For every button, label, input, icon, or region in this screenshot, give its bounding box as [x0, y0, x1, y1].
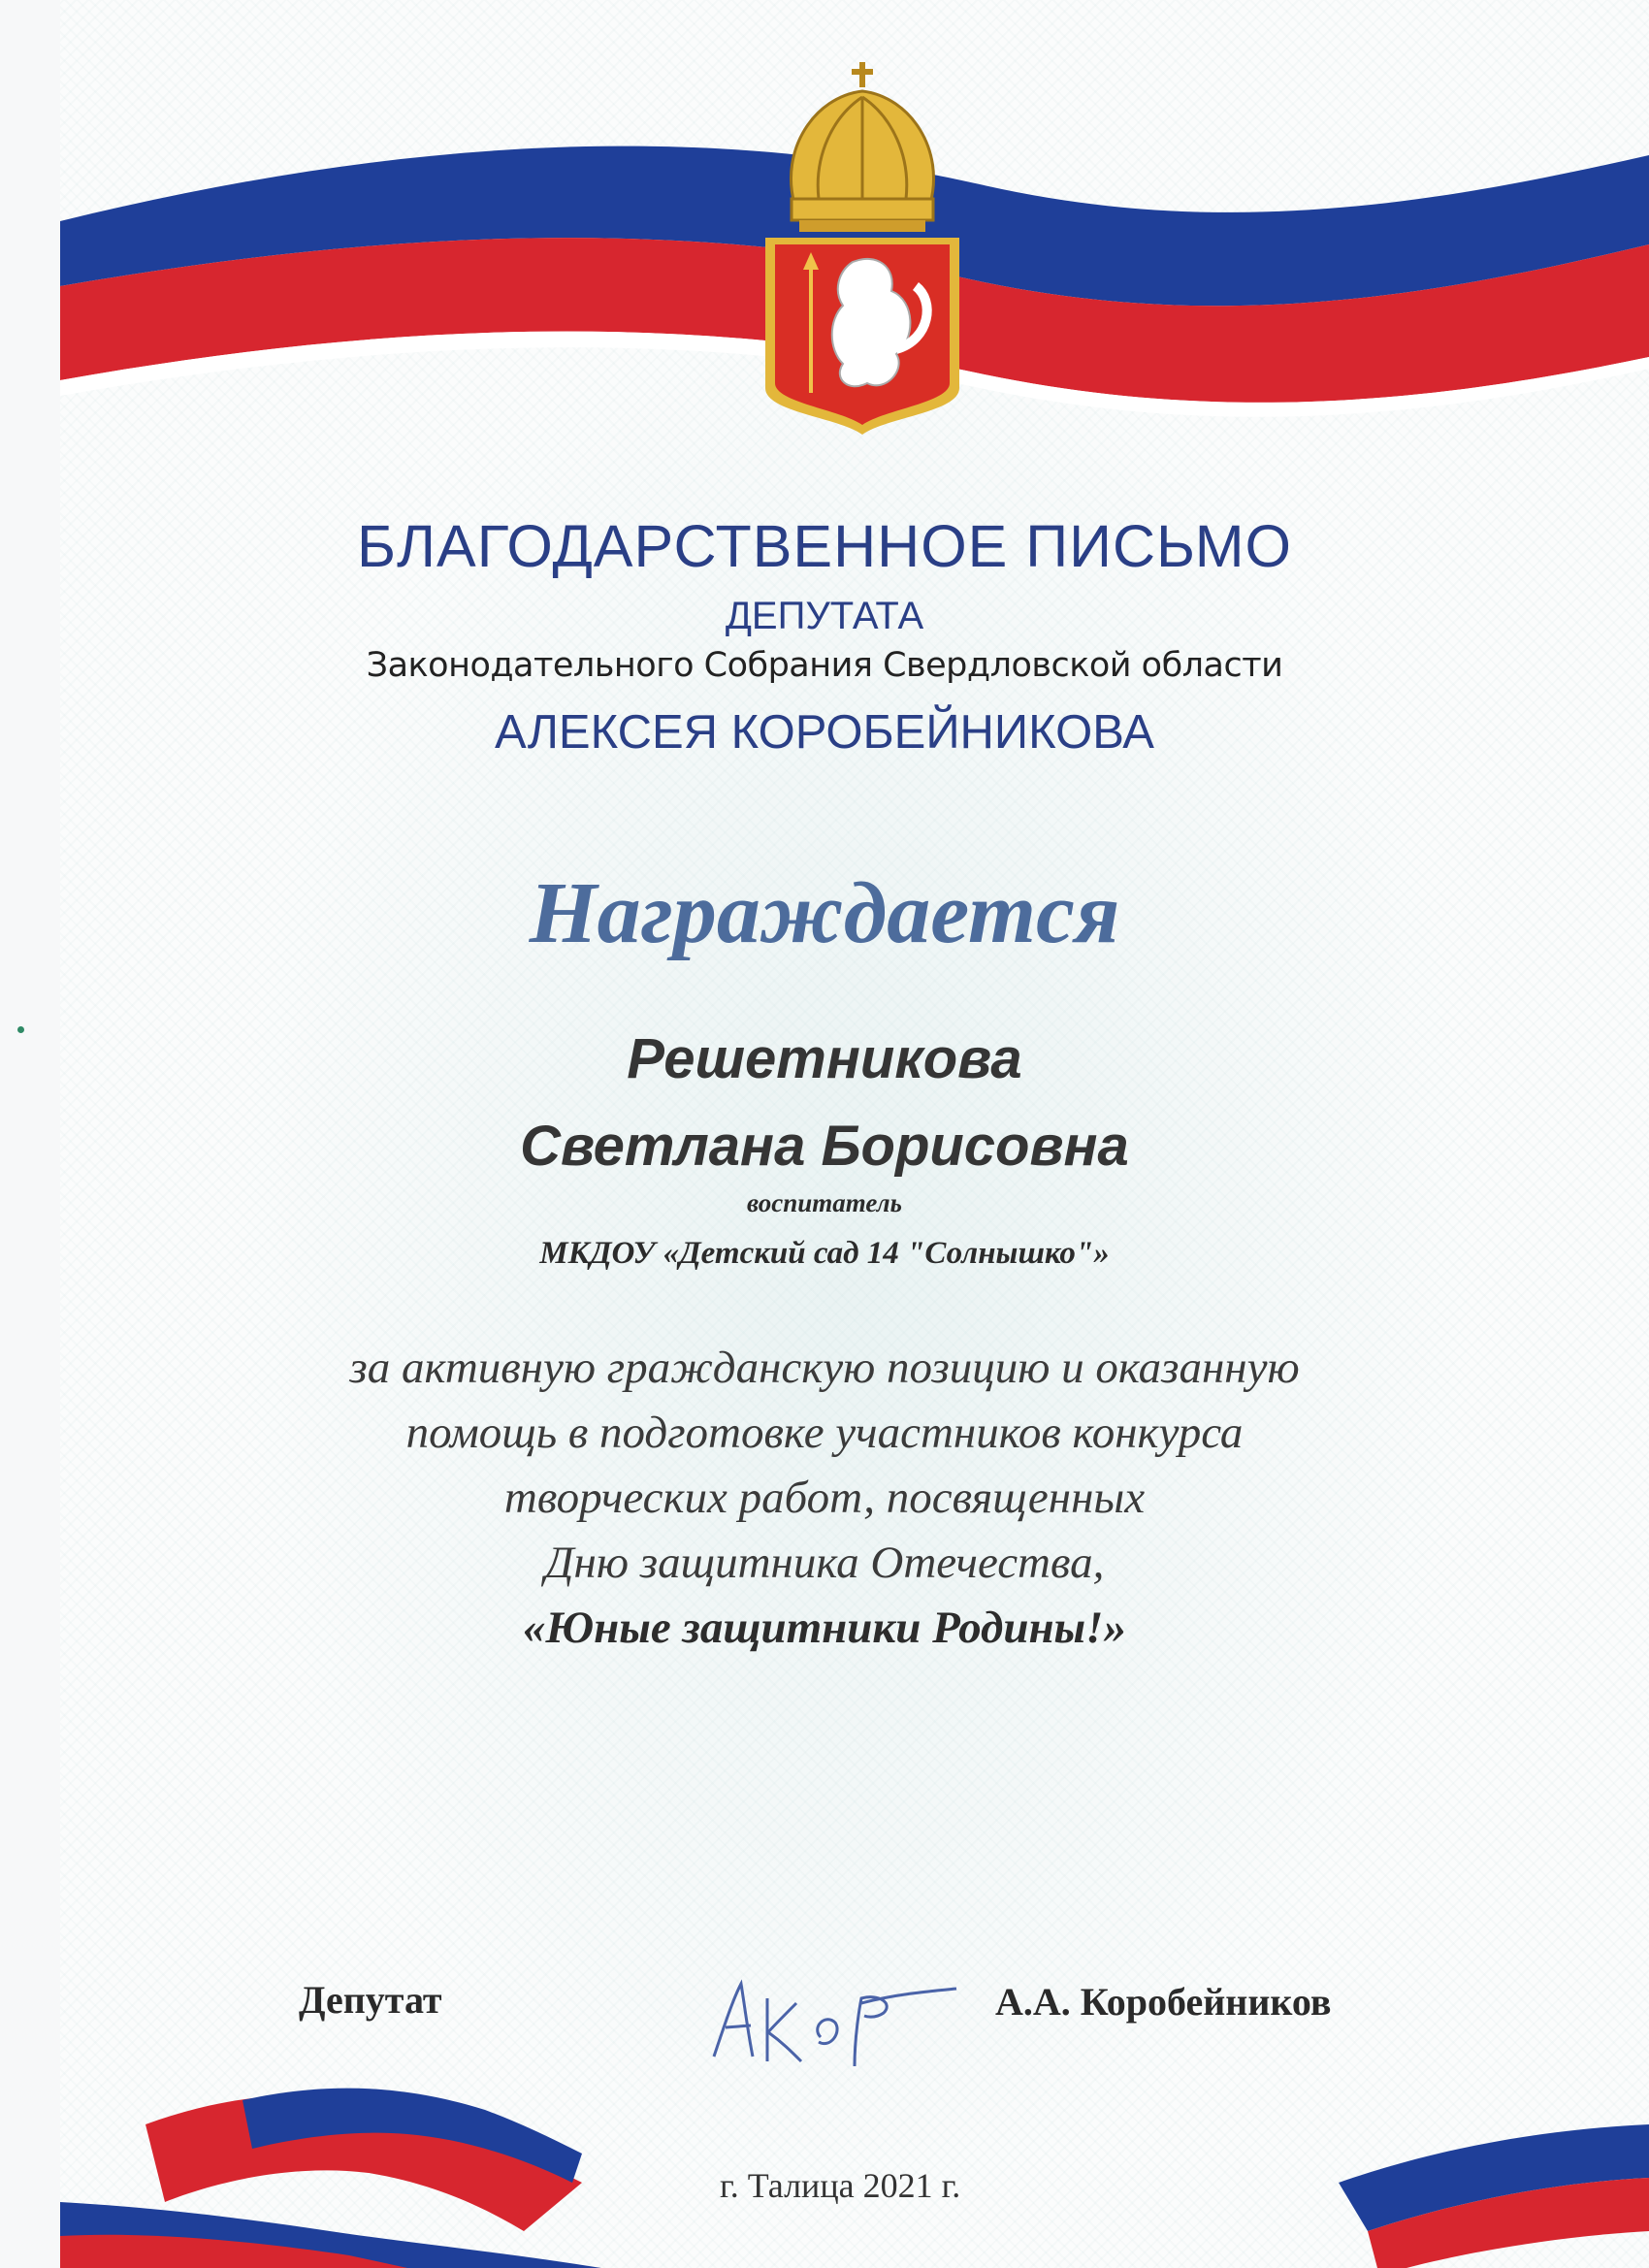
reason-line-1: за активную гражданскую позицию и оказанную	[349, 1343, 1300, 1393]
place-and-date: г. Талица 2021 г.	[720, 2166, 961, 2205]
recipient-position: воспитатель	[747, 1188, 902, 1217]
recipient-organization: МКДОУ «Детский сад 14 "Солнышко"»	[539, 1236, 1110, 1271]
recipient-given-names: Светлана Борисовна	[520, 1115, 1129, 1178]
sverdlovsk-coat-of-arms	[760, 58, 964, 437]
handwritten-signature	[656, 1960, 966, 2076]
reason-line-2: помощь в подготовке участников конкурса	[405, 1408, 1244, 1458]
contest-name: «Юные защитники Родины!»	[523, 1603, 1126, 1653]
recipient-surname: Решетникова	[627, 1027, 1022, 1090]
assembly-name: Законодательного Собрания Свердловской области	[366, 646, 1283, 685]
deputy-label: ДЕПУТАТА	[725, 595, 924, 637]
deputy-name: АЛЕКСЕЯ КОРОБЕЙНИКОВА	[495, 706, 1154, 759]
reason-line-4: Дню защитника Отечества,	[544, 1538, 1105, 1588]
signatory-name: А.А. Коробейников	[995, 1980, 1332, 2024]
award-heading: Награждается	[529, 865, 1120, 961]
document-title: БЛАГОДАРСТВЕННОЕ ПИСЬМО	[356, 513, 1292, 579]
reason-line-3: творческих работ, посвященных	[503, 1473, 1146, 1523]
signatory-role: Депутат	[299, 1978, 442, 2022]
